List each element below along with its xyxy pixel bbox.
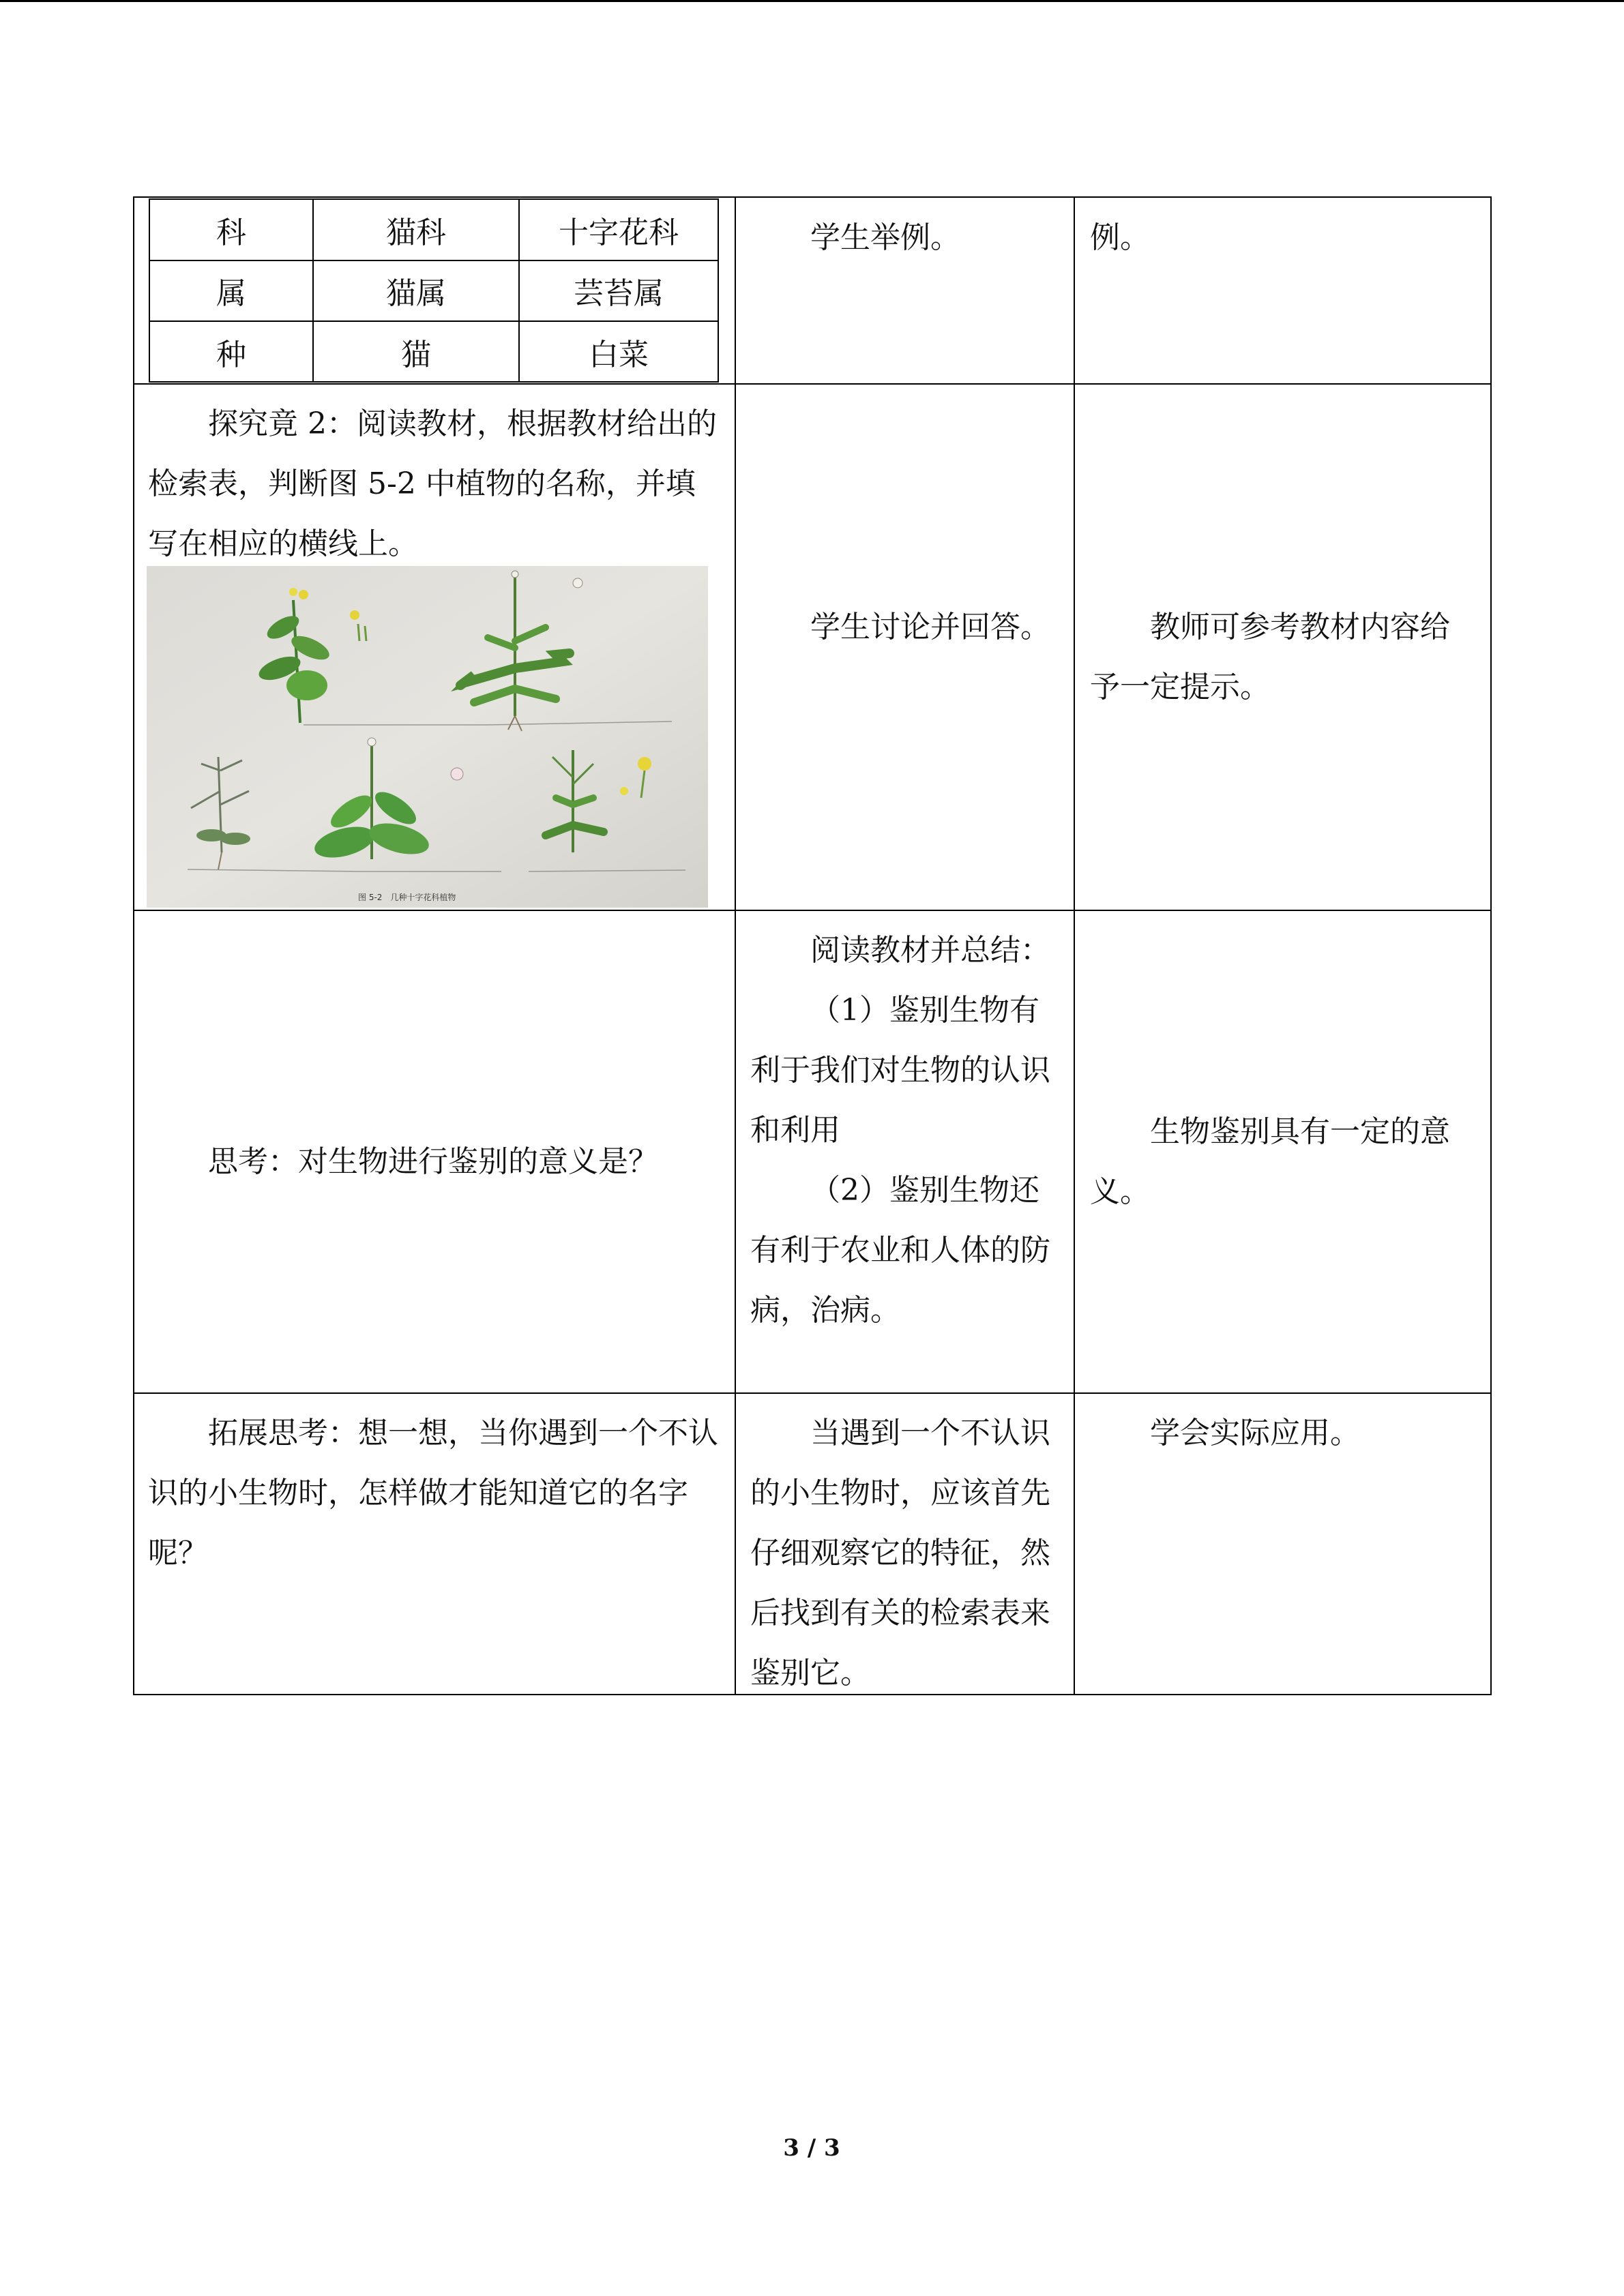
figure-caption: 图 5-2 几种十字花科植物 (358, 893, 456, 902)
row4-student-activity: 当遇到一个不认识的小生物时，应该首先仔细观察它的特征，然后找到有关的检索表来鉴别它。 (750, 1416, 1050, 1690)
cabbage-genus: 芸苔属 (574, 276, 664, 311)
row4-activity-text: 拓展思考：想一想，当你遇到一个不认识的小生物时，怎样做才能知道它的名字呢？ (148, 1416, 718, 1570)
rank-species: 种 (216, 338, 246, 372)
cabbage-species: 白菜 (589, 338, 649, 372)
column-divider-2 (1074, 196, 1075, 1695)
rank-genus: 属 (216, 276, 246, 311)
cat-genus: 猫属 (386, 276, 446, 311)
row-divider-2 (133, 910, 1492, 911)
cruciferous-plants-figure (147, 566, 708, 908)
row2-teacher-note: 教师可参考教材内容给予一定提示。 (1090, 610, 1450, 704)
row2-activity-text: 探究竟 2：阅读教材，根据教材给出的检索表，判断图 5-2 中植物的名称，并填写在相应的横线上。 (148, 406, 717, 561)
row4-teacher-note: 学会实际应用。 (1150, 1416, 1360, 1450)
row3-student-point-2: （2）鉴别生物还有利于农业和人体的防病，治病。 (750, 1173, 1050, 1328)
cat-species: 猫 (401, 338, 431, 372)
inner-border-right (718, 198, 719, 383)
row3-student-intro: 阅读教材并总结： (810, 933, 1050, 968)
row1-teacher-note: 例。 (1090, 220, 1150, 255)
row3-teacher-note: 生物鉴别具有一定的意义。 (1090, 1114, 1450, 1209)
column-divider-1 (735, 196, 736, 1695)
rank-family: 科 (216, 215, 246, 250)
row3-student-activity (750, 921, 1057, 1341)
row-divider-3 (133, 1392, 1492, 1394)
table-border-top (133, 196, 1492, 198)
cabbage-family: 十字花科 (559, 215, 679, 250)
row3-student-point-1: （1）鉴别生物有利于我们对生物的认识和利用 (750, 993, 1050, 1148)
row2-student-activity: 学生讨论并回答。 (810, 610, 1050, 644)
page-number: 3 / 3 (783, 2134, 840, 2162)
inner-border-top (149, 198, 719, 200)
row3-activity-text: 思考：对生物进行鉴别的意义是？ (208, 1144, 658, 1179)
cat-family: 猫科 (386, 215, 446, 250)
page-top-border (0, 0, 1624, 2)
row1-student-activity: 学生举例。 (810, 220, 960, 255)
table-border-left (133, 196, 134, 1695)
table-border-right (1490, 196, 1492, 1695)
